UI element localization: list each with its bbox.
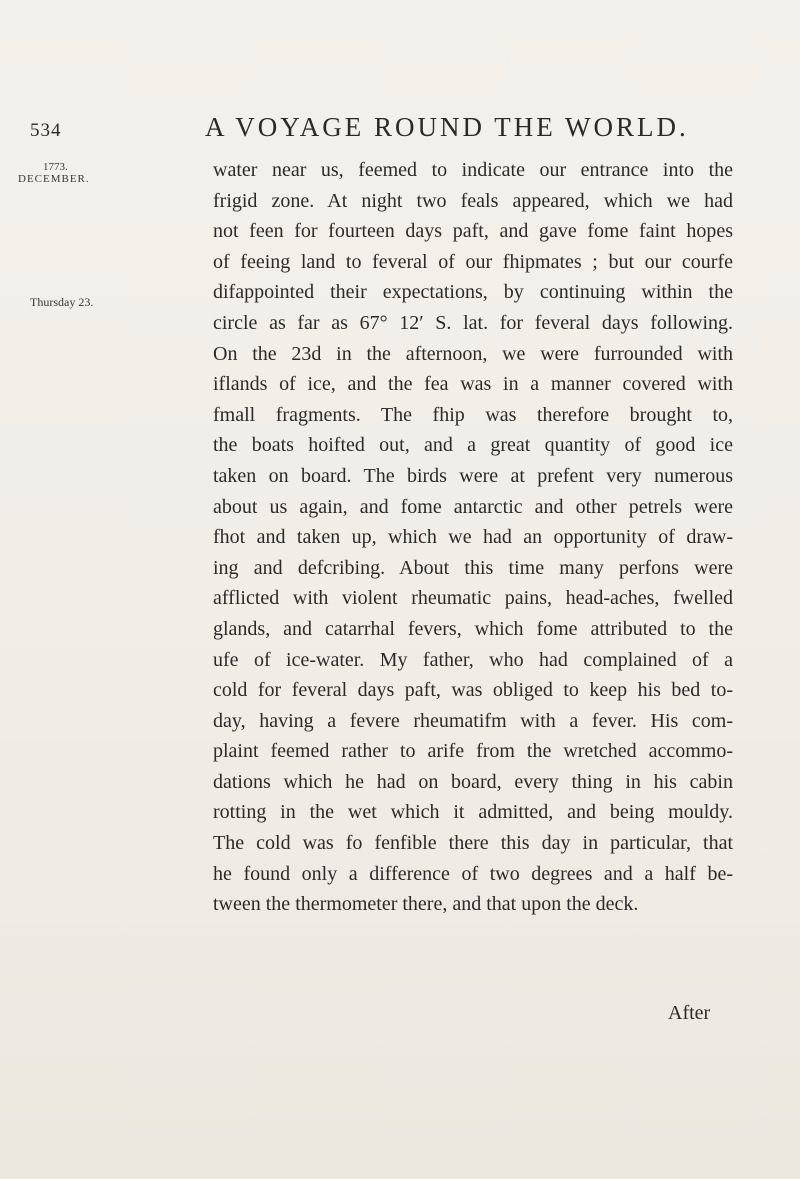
text-line: glands, and catarrhal fevers, which fome attributed to the — [213, 617, 733, 640]
text-line: he found only a difference of two degrees and a half be- — [213, 862, 733, 885]
body-text — [213, 155, 733, 920]
text-line: circle as far as 67° 12′ S. lat. for feveral days following. — [213, 311, 733, 334]
text-line: afflicted with violent rheumatic pains, head-aches, fwelled — [213, 587, 733, 610]
text-line: dations which he had on board, every thing in his cabin — [213, 770, 733, 793]
text-line: fhot and taken up, which we had an opportunity of draw- — [213, 526, 733, 549]
text-line: ufe of ice-water. My father, who had complained of a — [213, 648, 733, 671]
text-line: rotting in the wet which it admitted, and being mouldy. — [213, 801, 733, 824]
text-line: ing and defcribing. About this time many perfons were — [213, 556, 733, 579]
running-title: A VOYAGE ROUND THE WORLD. — [205, 112, 689, 142]
text-line: On the 23d in the afternoon, we were furrounded with — [213, 342, 733, 365]
text-line: frigid zone. At night two feals appeared, which we had — [213, 189, 733, 212]
text-line: plaint feemed rather to arife from the wretched accommo- — [213, 740, 733, 763]
text-line: not feen for fourteen days paft, and gave fome faint hopes — [213, 220, 733, 243]
text-line: of feeing land to feveral of our fhipmates ; but our courfe — [213, 250, 733, 273]
text-line: The cold was fo fenfible there this day in particular, that — [213, 832, 733, 855]
margin-note-year: 1773. — [43, 161, 68, 173]
text-line: iflands of ice, and the fea was in a manner covered with — [213, 373, 733, 396]
text-line: about us again, and fome antarctic and other petrels were — [213, 495, 733, 518]
text-line: cold for feveral days paft, was obliged to keep his bed to- — [213, 679, 733, 702]
text-line: tween the thermometer there, and that upon the deck. — [213, 893, 639, 916]
margin-note-month: DECEMBER. — [18, 173, 90, 185]
text-line: difappointed their expectations, by continuing within the — [213, 281, 733, 304]
text-line: fmall fragments. The fhip was therefore brought to, — [213, 403, 733, 426]
text-line: taken on board. The birds were at prefent very numerous — [213, 464, 733, 487]
text-line: day, having a fevere rheumatifm with a fever. His com- — [213, 709, 733, 732]
margin-note-day: Thursday 23. — [30, 295, 94, 309]
page-number: 534 — [30, 120, 62, 141]
text-line: water near us, feemed to indicate our entrance into the — [213, 159, 733, 181]
text-line: the boats hoifted out, and a great quantity of good ice — [213, 434, 733, 457]
catchword: After — [668, 1002, 711, 1024]
